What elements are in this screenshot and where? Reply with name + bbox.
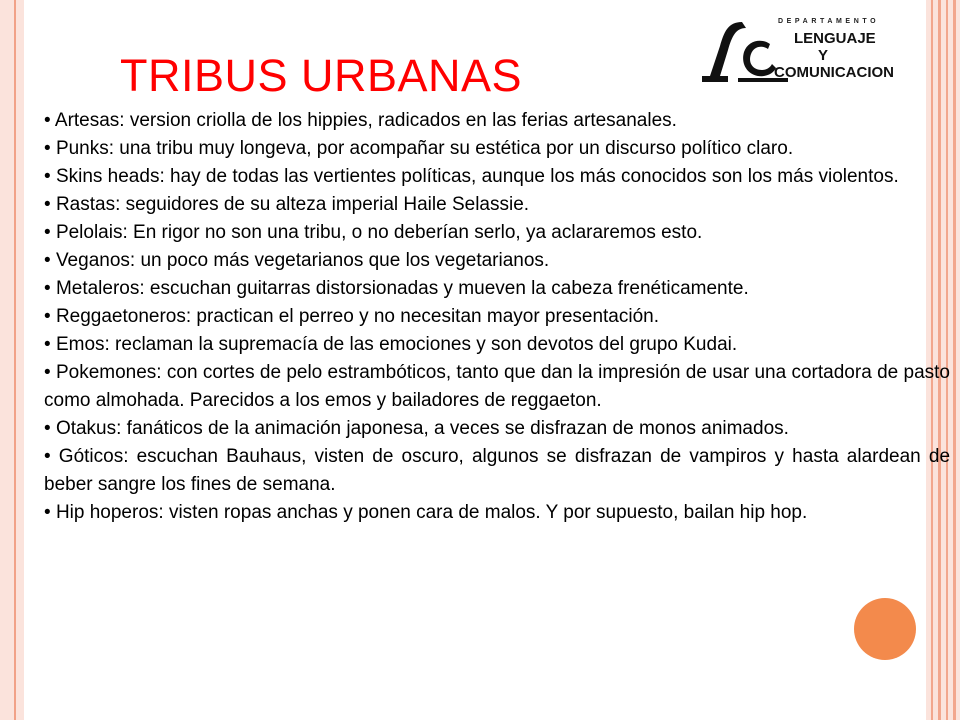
- bullet-item: [44, 135, 950, 163]
- bullet-item: [44, 163, 950, 191]
- slide-title: TRIBUS URBANAS: [120, 50, 523, 101]
- bullet-text: Pelolais: En rigor no son una tribu, o no deberían serlo, ya aclararemos esto.: [55, 222, 703, 243]
- bullet-text: Emos: reclaman la supremacía de las emociones y son devotos del grupo Kudai.: [55, 334, 738, 355]
- bullet-marker: •: [44, 250, 51, 271]
- bullet-marker: •: [44, 138, 51, 159]
- bullet-item: [44, 443, 950, 499]
- bullet-item: [44, 303, 950, 331]
- bullet-item: [44, 107, 950, 135]
- left-border-line: [14, 0, 16, 720]
- bullet-marker: •: [44, 278, 51, 299]
- bullet-text: Skins heads: hay de todas las vertientes políticas, aunque los más conocidos son los más violentos.: [55, 166, 899, 187]
- bullet-marker: •: [44, 222, 51, 243]
- bullet-marker: •: [44, 166, 51, 187]
- bullet-text: Metaleros: escuchan guitarras distorsionadas y mueven la cabeza frenéticamente.: [55, 278, 749, 299]
- right-stripe: [953, 0, 956, 720]
- bullet-item: [44, 275, 950, 303]
- bullet-item: [44, 247, 950, 275]
- bullet-marker: •: [44, 418, 51, 439]
- bullet-marker: •: [44, 502, 51, 523]
- bullet-item: [44, 359, 950, 415]
- bullet-list: [44, 107, 950, 527]
- orange-circle-decoration: [854, 598, 916, 660]
- bullet-item: [44, 331, 950, 359]
- logo-text-lenguaje: LENGUAJE: [794, 30, 876, 47]
- logo-text-comunicacion: COMUNICACION: [774, 64, 894, 81]
- bullet-text: Rastas: seguidores de su alteza imperial Haile Selassie.: [55, 194, 530, 215]
- bullet-text: Reggaetoneros: practican el perreo y no necesitan mayor presentación.: [55, 306, 660, 327]
- logo-subtitle: DEPARTAMENTO: [778, 18, 880, 25]
- bullet-text: Punks: una tribu muy longeva, por acompañar su estética por un discurso político claro.: [55, 138, 794, 159]
- logo-text-y: Y: [818, 47, 829, 64]
- bullet-item: [44, 499, 950, 527]
- left-border-band: [0, 0, 24, 720]
- bullet-marker: •: [44, 194, 51, 215]
- bullet-marker: •: [44, 110, 51, 131]
- bullet-text: Pokemones: con cortes de pelo estrambóticos, tanto que dan la impresión de usar una cortadora de pasto como almohada. Parecidos a los emos y bailadores de reggaeton.: [44, 362, 950, 411]
- bullet-marker: •: [44, 446, 51, 467]
- bullet-item: [44, 191, 950, 219]
- bullet-text: Artesas: version criolla de los hippies, radicados en las ferias artesanales.: [54, 110, 677, 131]
- bullet-item: [44, 415, 950, 443]
- bullet-marker: •: [44, 334, 51, 355]
- bullet-text: Otakus: fanáticos de la animación japonesa, a veces se disfrazan de monos animados.: [55, 418, 789, 439]
- bullet-text: Hip hoperos: visten ropas anchas y ponen cara de malos. Y por supuesto, bailan hip hop.: [55, 502, 808, 523]
- bullet-item: [44, 219, 950, 247]
- bullet-text: Góticos: escuchan Bauhaus, visten de oscuro, algunos se disfrazan de vampiros y hasta alardean de beber sangre los fines de semana.: [44, 446, 951, 495]
- bullet-text: Veganos: un poco más vegetarianos que los vegetarianos.: [55, 250, 550, 271]
- bullet-marker: •: [44, 362, 51, 383]
- bullet-marker: •: [44, 306, 51, 327]
- department-logo: [698, 18, 910, 84]
